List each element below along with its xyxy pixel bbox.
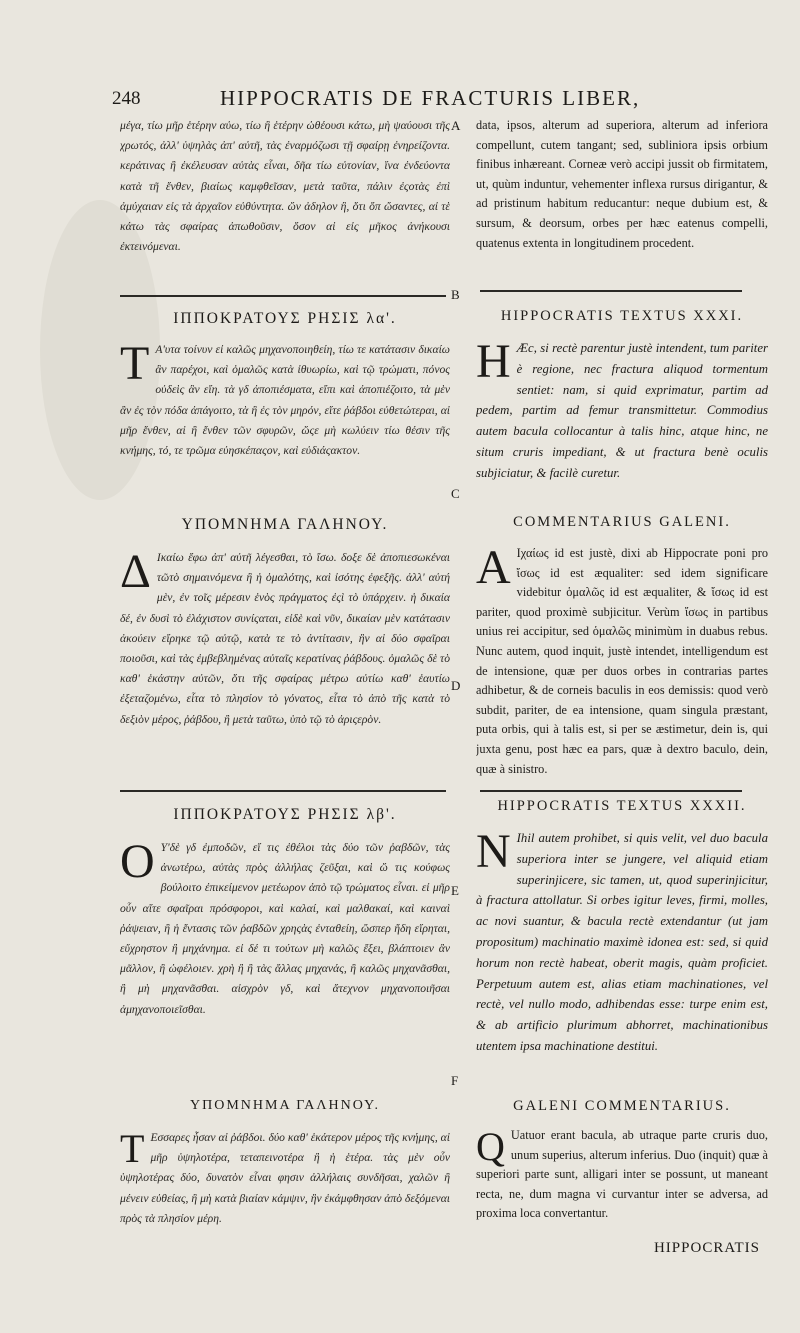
page-number: 248 (112, 88, 141, 109)
greek-text-31 (120, 340, 450, 500)
drop-cap: Ο (120, 838, 155, 888)
margin-letter-c: C (451, 486, 460, 501)
margin-letter-a: A (451, 118, 461, 133)
margin-letter-e: E (451, 883, 459, 898)
divider-rule (480, 290, 742, 292)
greek-paragraph: Εσσαρες ἦσαν αἱ ῥάβδοι. δύο καθ' ἑκάτερον μέρος τῆς κνήμης, αἱ μῆρ ὑψηλοτέρα, τεταπεινοτέρα ἢ ἡ ἑτέρα. τὰς μὲν οὖν ὑψηλοτέρας δύο, δυνατὸν εἶναι φησιν ἀλλήλαις συνδῆσαι, χαλῶν ἢ μένειν εὐθείας, ἢ μὴ κατὰ βιαίαν κάμψιν, ἣν ἐκάμφθησαν ἀπὸ δεξόμεναι πρὸς τὰ πλησίον μέρη. (120, 1131, 450, 1225)
greek-paragraph: Α'υτα τοίνυν εἰ καλῶς μηχανοποιηθείη, τίω τε κατάτασιν δικαίω ἂν παρέχοι, καὶ ὁμαλῶς κατὰ ἰθυωρίω, καὶ τῷ τρώματι, πόνος οὐδεὶς ἂν εἴη. τὰ γδ ἀποπιέσματα, εἴπι καὶ ἀποπιέζοιτο, τὰ μὲν ἂν ἐς τὸν πόδα ἀπάγοιτο, τὰ ἢ ἐς τὸν μηρόν, εἴτε ῥάβδοι εὐθετώτεραι, αἱ μῆρ ἔνθεν, αἱ ἢ ἔνθεν τῶν σφυρῶν, ὥςε μὴ κωλύειν τίω θέσιν τῆς κνήμης, τό, τε τρῶμα εὐησκέπαςον, καὶ εὐδιάςακτον. (120, 343, 450, 458)
latin-commentary-heading-1: COMMENTARIUS GALENI. (513, 514, 731, 530)
latin-commentary-1 (476, 544, 768, 778)
latin-heading-31: HIPPOCRATIS TEXTUS XXXI. (500, 308, 744, 324)
divider-rule (120, 790, 446, 792)
running-title: HIPPOCRATIS DE FRACTURIS LIBER, (220, 86, 641, 110)
greek-paragraph: Ικαίω ἔφω ἀπ' αὐτῆ λέγεσθαι, τὸ ἴσω. δοξε δὲ ἀποπιεσωκέναι τῶτὸ σημαινόμενα ἢ ἡ ὁμαλότης, καὶ ἰσότης ἐφεξῆς. ἀλλ' αὐτή μὲν, ἐν τοῖς μέρεσιν ἑνὸς πράγματος ἐςὶ τὸ ὑπάρχειν. ἡ δικαία δέ, ἐν δυσὶ τὸ ἐλάχιστον συνίςαται, εἰδὲ καὶ νῦν, δικαίαν μὲν κατάτασιν ἀκούειν εἴρηκε τῷ αὐτῷ, κατὰ τε τὸ ἀντίτασιν, ἣν αἱ δύο σφαῖραι ποιοῦσι, καὶ τὰς ἐμβεβλημένας αὐταῖς κερατίνας ῥάβδους. ὁμαλῶς δὲ τὸ καθ' ἑκάστην αὐτῶν, ὅτι τῆς σφαίρας μέτρω αὐτίω καθ' ἑαυτίω ἐξεταζομένω, εἶτα τὸ πλησίον τὸ γόνατος, εἶτα τὸ ἀπὸ τῆς κατὰ τὸ δεξιὸν μέρος, ῥάβδου, ἢ μετὰ ταῦτω, ὑπὸ τῷ τὸ ἀριςερὸν. (120, 551, 450, 726)
drop-cap: N (476, 828, 511, 878)
catchword: HIPPOCRATIS (653, 1240, 760, 1256)
latin-text-32 (476, 828, 768, 1088)
greek-text-32 (120, 838, 450, 1066)
greek-commentary-2 (120, 1128, 450, 1234)
latin-paragraph: Ihil autem prohibet, si quis velit, vel duo bacula superiora inter se jungere, vel aliquid etiam superinjicere, sic tamen, ut, quod superinjicitur, à fractura attollatur. Si orbes igitur leves, firmi, molles, ac novi suantur, & bacula rectè extendantur (ut jam propositum) machinatio maximè idonea est: sed, si quid horum non rectè habeat, oberit magis, quàm proficiet. Perpetuum autem est, alias etiam machinationes, vel rectè, vel nullo modo, adhibendas esse: turpe enim est, & ab artificio plurimum abhorret, machinationibus utentem ipsa machinatione destitui. (476, 831, 768, 1053)
greek-heading-31: ΙΠΠΟΚΡΑΤΟΥΣ ΡΗΣΙΣ λα'. (173, 310, 397, 327)
latin-top-text (476, 116, 768, 276)
drop-cap: Q (476, 1126, 505, 1169)
drop-cap: Τ (120, 1128, 145, 1171)
latin-heading-32: HIPPOCRATIS TEXTUS XXXII. (497, 798, 747, 814)
latin-paragraph: Æc, si rectè parentur justè intendent, tum pariter è regione, nec fractura aliquod tormentum sentiet: nam, si quid exprimatur, partim ad pedem, partim ad femur transmittetur. Commodius autem bacula collocantur à talis hinc, atque hinc, ne situm cruris impediant, & ut fractura benè oculis subjiciatur, & facilè curetur. (476, 341, 768, 480)
drop-cap: H (476, 338, 511, 388)
divider-rule (120, 295, 446, 297)
margin-letter-d: D (451, 678, 461, 693)
divider-rule (480, 790, 742, 792)
greek-top-text (120, 116, 450, 284)
greek-commentary-heading-1: ΥΠΟΜΝΗΜΑ ΓΑΛΗΝΟΥ. (181, 516, 389, 533)
greek-paragraph: Υ'δὲ γδ ἐμποδῶν, εἴ τις ἐθέλοι τὰς δύο τῶν ῥαβδῶν, τὰς ἀνωτέρω, αὐτὰς πρὸς ἀλλήλας ζεῦξαι, καὶ ὥ τις κούφως βούλοιτο ἐπικείμενον μετέωρον ἀπὸ τῷ τρώματος εἶναι. εἰ μῆρ οὖν αἵτε σφαῖραι πρόσφοροι, καὶ καλαί, καὶ μαλθακαί, καὶ καιναὶ ῥάψειαν, ἢ ἡ ἔντασις τῶν ῥαβδῶν χρηςὰς ἐνταθείη, ὥσπερ ἤδη εἴρηται, εὔχρηστον ἢ μηχάνημα. εἰ δέ τι τούτων μὴ καλῶς ἔξει, βλάπτοιεν ἂν μᾶλλον, ἢ ὠφέλοιεν. χρὴ ἢ ἢ τὰς ἄλλας μηχανάς, ἢ καλῶς μηχανᾶσθαι, ἢ μὴ μηχανᾶσθαι. αἰσχρὸν γδ, καὶ ἄτεχνον μηχανοποιῆσαι ἀμηχανοποιεῖσθαι. (120, 841, 450, 1016)
drop-cap: A (476, 544, 511, 594)
latin-paragraph: Ιχαίως id est justè, dixi ab Hippocrate poni pro ἴσως id est æqualiter: sed idem significare videbitur ὁμαλῶς id est æqualiter, & ἴσως id est pariter, quod proximè subjicitur. Verùm ἴσως in partibus unius rei accipitur, sed ὁμαλῶς minimùm in duabus rebus. Nunc autem, quod inquit, justè intendet, intelligendum est de intensione, quæ per duos orbes in contrarias partes adhibetur, & de corneis baculis in eos demissis: quod verò subdit, pariter, de ea intensione, quam singula præstant, puta orbis, qui à talis est, si per se æstimetur, dein is, qui juxta genu, post hæc ea pars, quæ à dextro baculo, dein, quæ à sinistro. (476, 546, 768, 776)
greek-commentary-1 (120, 548, 450, 776)
latin-commentary-2 (476, 1126, 768, 1236)
margin-letter-f: F (451, 1073, 459, 1088)
latin-text-31 (476, 338, 768, 506)
greek-commentary-heading-2: ΥΠΟΜΝΗΜΑ ΓΑΛΗΝΟΥ. (190, 1098, 380, 1113)
latin-commentary-heading-2: GALENI COMMENTARIUS. (513, 1098, 731, 1114)
drop-cap: Δ (120, 548, 151, 598)
drop-cap: Τ (120, 340, 150, 390)
margin-letter-b: B (451, 287, 460, 302)
greek-paragraph: μέγα, τίω μῆρ ἑτέρην αὐω, τίω ἢ ἑτέρην ὠθέουσι κάτω, μὴ ψαύουσι τῆς χρωτός, ἀλλ' ὑψηλὰς ἀπ' αὐτῆ, τὰς ἐναρμόζωσι τῇ σφαίρῃ ἐνηρείζοντα. κεράτινας ἢ ἐκέλευσαν αὐτὰς εἶναι, δῆα τίω εὐτονίαν, ἵνα ἐνδεύοντα κατὰ τῆ ἔνθεν, βιαίως καμφθεῖσαν, μετὰ ταῦτα, πάλιν ἐςοτὰς ἐπὶ ἀμύχαιαν εἰς τὰ ἀρχαῖον εὐθύντητα. ὥν ἀδηλον ἢ, ὅτι ὅπ ὤσαντες, αἰ τὲ κάτω τὰς σφαίρας ἀπωθοῦσιν, ὅσον αἱ εἰς μῆκος ἀνήκουσι ἐκτεινόμεναι. (120, 119, 450, 254)
latin-paragraph: data, ipsos, alterum ad superiora, alterum ad inferiora compellunt, cutem tangant; sed, subliniora ipsis orbium finibus inhæreant. Corneæ verò accipi jussit ob firmitatem, ut, quùm induntur, vehementer inflexa rursus dirigantur, & ad pristinum habitum reducantur: neque dubium est, & sursum, & deorsum, orbes per hæc eatenus compelli, quatenus extenta in longitudinem procedent. (476, 118, 768, 250)
page-header (112, 86, 672, 116)
greek-heading-32: ΙΠΠΟΚΡΑΤΟΥΣ ΡΗΣΙΣ λβ'. (173, 806, 397, 823)
latin-paragraph: Uatuor erant bacula, ab utraque parte cruris duo, unum superius, alterum inferius. Duo (inquit) quæ à superiori parte sunt, alligari inter se possunt, ut maneant recta, ne, dum magna vi curvantur inter se adversa, ad proxima loca convertantur. (476, 1128, 768, 1221)
